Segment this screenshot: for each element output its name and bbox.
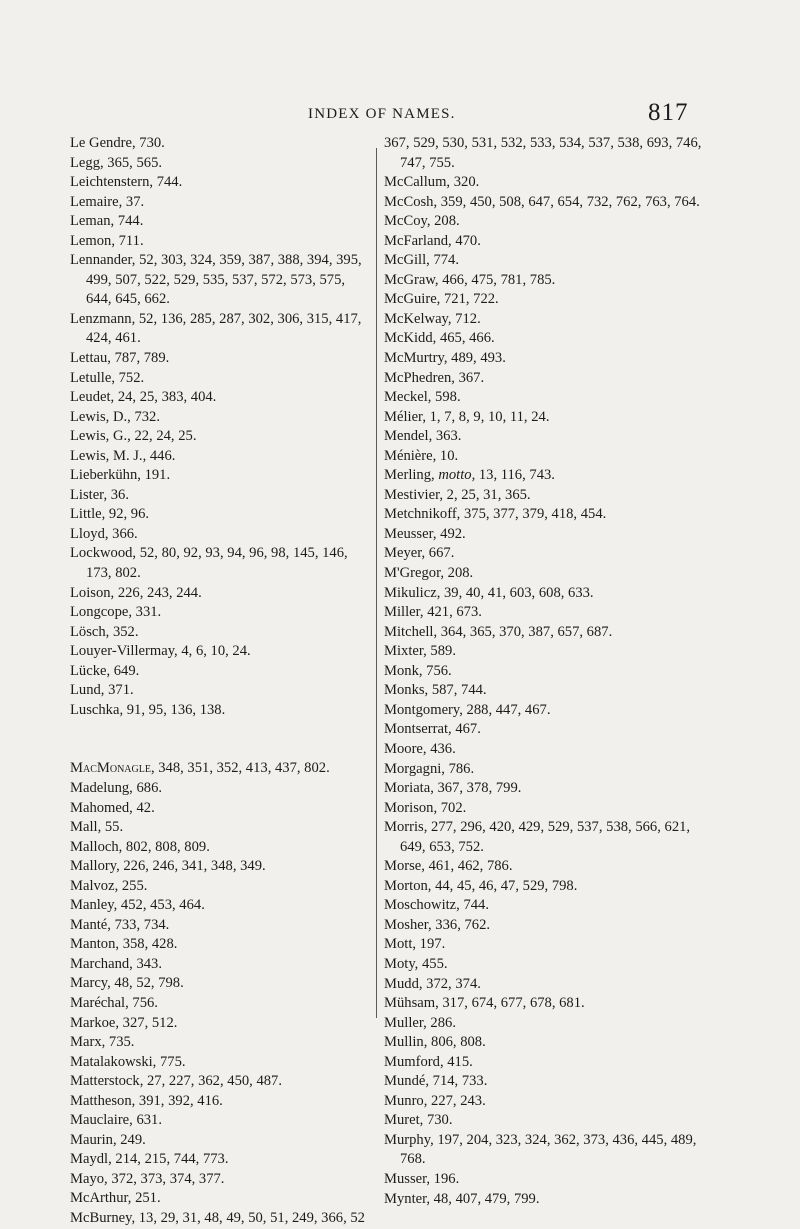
index-entry: Moore, 436. — [384, 740, 456, 757]
index-entry: Lieberkühn, 191. — [70, 467, 171, 484]
index-entry: Morison, 702. — [384, 799, 467, 816]
index-entry: Moriata, 367, 378, 799. — [384, 780, 522, 797]
index-entry: Loison, 226, 243, 244. — [70, 584, 202, 601]
index-entry: McGraw, 466, 475, 781, 785. — [384, 271, 556, 288]
index-entry: Muret, 730. — [384, 1112, 453, 1129]
index-entry: Lücke, 649. — [70, 662, 140, 679]
index-entry: Maurin, 249. — [70, 1131, 146, 1148]
index-entry: Mélier, 1, 7, 8, 9, 10, 11, 24. — [384, 408, 550, 425]
index-entry: Ménière, 10. — [384, 447, 459, 464]
index-entry: McGill, 774. — [384, 252, 459, 269]
index-entry: Mosher, 336, 762. — [384, 916, 491, 933]
index-entry: Leudet, 24, 25, 383, 404. — [70, 389, 217, 406]
index-entry: McCosh, 359, 450, 508, 647, 654, 732, 762, 763, 764. — [384, 193, 700, 210]
index-entry: Lemon, 711. — [70, 232, 144, 249]
index-entry: Little, 92, 96. — [70, 506, 150, 523]
index-entry: Mumford, 415. — [384, 1053, 473, 1070]
index-entry: Moschowitz, 744. — [384, 897, 489, 914]
index-entry: Marx, 735. — [70, 1034, 135, 1051]
index-entry — [384, 466, 706, 486]
index-entry: Mott, 197. — [384, 936, 446, 953]
index-entry: Manté, 733, 734. — [70, 916, 170, 933]
index-entry: Lund, 371. — [70, 682, 134, 699]
index-entry: Legg, 365, 565. — [70, 154, 163, 171]
index-entry: Lösch, 352. — [70, 623, 139, 640]
index-entry: Mühsam, 317, 674, 677, 678, 681. — [384, 995, 585, 1012]
index-entry: McCallum, 320. — [384, 174, 480, 191]
page-header — [0, 99, 800, 134]
index-entry: Mullin, 806, 808. — [384, 1034, 486, 1051]
index-entry: Lemaire, 37. — [70, 193, 145, 210]
index-entry: Mallory, 226, 246, 341, 348, 349. — [70, 858, 266, 875]
index-entry: Lenzmann, 52, 136, 285, 287, 302, 306, 315, 417, 424, 461. — [70, 310, 362, 347]
index-entry-name: MacMonagle, 348, 351, 352, 413, 437, 802. — [70, 760, 330, 777]
index-entry: Luschka, 91, 95, 136, 138. — [70, 701, 226, 718]
index-entry: Munro, 227, 243. — [384, 1092, 486, 1109]
column-divider — [376, 148, 377, 1018]
index-entry: Lennander, 52, 303, 324, 359, 387, 388, 394, 395, 499, 507, 522, 529, 535, 537, 572, 573, 575, 644, 645, 662. — [70, 252, 362, 308]
index-entry: McGuire, 721, 722. — [384, 291, 499, 308]
index-entry: Meckel, 598. — [384, 389, 461, 406]
index-entry: Louyer-Villermay, 4, 6, 10, 24. — [70, 643, 251, 660]
index-entry: Mattheson, 391, 392, 416. — [70, 1092, 223, 1109]
index-entry: Lewis, M. J., 446. — [70, 447, 176, 464]
right-column — [384, 134, 706, 1209]
index-entry: Moty, 455. — [384, 955, 448, 972]
index-entry: Le Gendre, 730. — [70, 135, 165, 151]
index-entry: Leman, 744. — [70, 213, 144, 230]
index-entry: M'Gregor, 208. — [384, 565, 474, 582]
index-entry: Meusser, 492. — [384, 525, 466, 542]
index-entry: Muller, 286. — [384, 1014, 456, 1031]
left-column — [70, 134, 370, 1229]
index-entry: Leichtenstern, 744. — [70, 174, 183, 191]
index-entry-pages: 13, 116, 743. — [475, 467, 555, 484]
index-entry-motto: motto, — [438, 467, 476, 484]
index-entry: Mayo, 372, 373, 374, 377. — [70, 1170, 225, 1187]
index-entry: Montserrat, 467. — [384, 721, 481, 738]
index-entry: Metchnikoff, 375, 377, 379, 418, 454. — [384, 506, 607, 523]
index-entry: Lloyd, 366. — [70, 525, 138, 542]
index-entry: Maréchal, 756. — [70, 994, 158, 1011]
index-entry: Morse, 461, 462, 786. — [384, 858, 513, 875]
index-entry: Meyer, 667. — [384, 545, 455, 562]
index-entry: Manton, 358, 428. — [70, 936, 178, 953]
index-entry: Lettau, 787, 789. — [70, 350, 170, 367]
index-entry: Morton, 44, 45, 46, 47, 529, 798. — [384, 877, 578, 894]
index-entry: Mynter, 48, 407, 479, 799. — [384, 1190, 540, 1207]
index-entry: Montgomery, 288, 447, 467. — [384, 701, 551, 718]
index-entry: Mikulicz, 39, 40, 41, 603, 608, 633. — [384, 584, 594, 601]
index-entry: McPhedren, 367. — [384, 369, 485, 386]
index-entry — [70, 759, 370, 779]
index-entry: Matterstock, 27, 227, 362, 450, 487. — [70, 1073, 282, 1090]
page-title: INDEX OF NAMES. — [308, 106, 456, 122]
index-entry: Marcy, 48, 52, 798. — [70, 975, 184, 992]
index-entry: Monk, 756. — [384, 662, 452, 679]
index-entry: Mendel, 363. — [384, 428, 462, 445]
index-entry: Mixter, 589. — [384, 643, 456, 660]
index-entry: Mundé, 714, 733. — [384, 1073, 488, 1090]
index-entry: McCoy, 208. — [384, 213, 460, 230]
index-entry: Mudd, 372, 374. — [384, 975, 481, 992]
index-entry: McKidd, 465, 466. — [384, 330, 495, 347]
index-entry: Murphy, 197, 204, 323, 324, 362, 373, 436, 445, 489, 768. — [384, 1131, 697, 1168]
index-entry: Matalakowski, 775. — [70, 1053, 186, 1070]
index-entry: Lewis, G., 22, 24, 25. — [70, 428, 197, 445]
index-entry: McFarland, 470. — [384, 232, 481, 249]
index-entry: Mitchell, 364, 365, 370, 387, 657, 687. — [384, 623, 613, 640]
index-entry: McArthur, 251. — [70, 1190, 161, 1207]
index-entry: Lockwood, 52, 80, 92, 93, 94, 96, 98, 145, 146, 173, 802. — [70, 545, 348, 582]
index-entry: Longcope, 331. — [70, 604, 162, 621]
index-entry: 367, 529, 530, 531, 532, 533, 534, 537, 538, 693, 746, 747, 755. — [384, 135, 702, 171]
index-entry: McBurney, 13, 29, 31, 48, 49, 50, 51, 249, 366, 52 — [70, 1209, 365, 1226]
index-entry: Mahomed, 42. — [70, 799, 155, 816]
index-entry: Marchand, 343. — [70, 955, 162, 972]
index-entry: Madelung, 686. — [70, 779, 163, 796]
index-entry: Markoe, 327, 512. — [70, 1014, 178, 1031]
page-number: 817 — [648, 99, 689, 126]
index-entry: Lewis, D., 732. — [70, 408, 160, 425]
index-entry: McKelway, 712. — [384, 310, 481, 327]
index-entry: Lister, 36. — [70, 486, 129, 503]
index-entry: Monks, 587, 744. — [384, 682, 487, 699]
index-entry: McMurtry, 489, 493. — [384, 350, 506, 367]
index-entry: Musser, 196. — [384, 1170, 460, 1187]
index-entry: Morris, 277, 296, 420, 429, 529, 537, 538, 566, 621, 649, 653, 752. — [384, 819, 691, 855]
index-entry: Manley, 452, 453, 464. — [70, 897, 205, 914]
index-entry-name: Merling, — [384, 467, 439, 484]
index-entry: Morgagni, 786. — [384, 760, 475, 777]
index-entry: Maydl, 214, 215, 744, 773. — [70, 1151, 229, 1168]
index-entry: Malloch, 802, 808, 809. — [70, 838, 210, 855]
index-entry: Letulle, 752. — [70, 369, 145, 386]
index-entry: Malvoz, 255. — [70, 877, 148, 894]
index-entry: Mestivier, 2, 25, 31, 365. — [384, 486, 531, 503]
index-entry: Miller, 421, 673. — [384, 604, 482, 621]
index-entry: Mauclaire, 631. — [70, 1112, 162, 1129]
index-entry: Mall, 55. — [70, 819, 124, 836]
